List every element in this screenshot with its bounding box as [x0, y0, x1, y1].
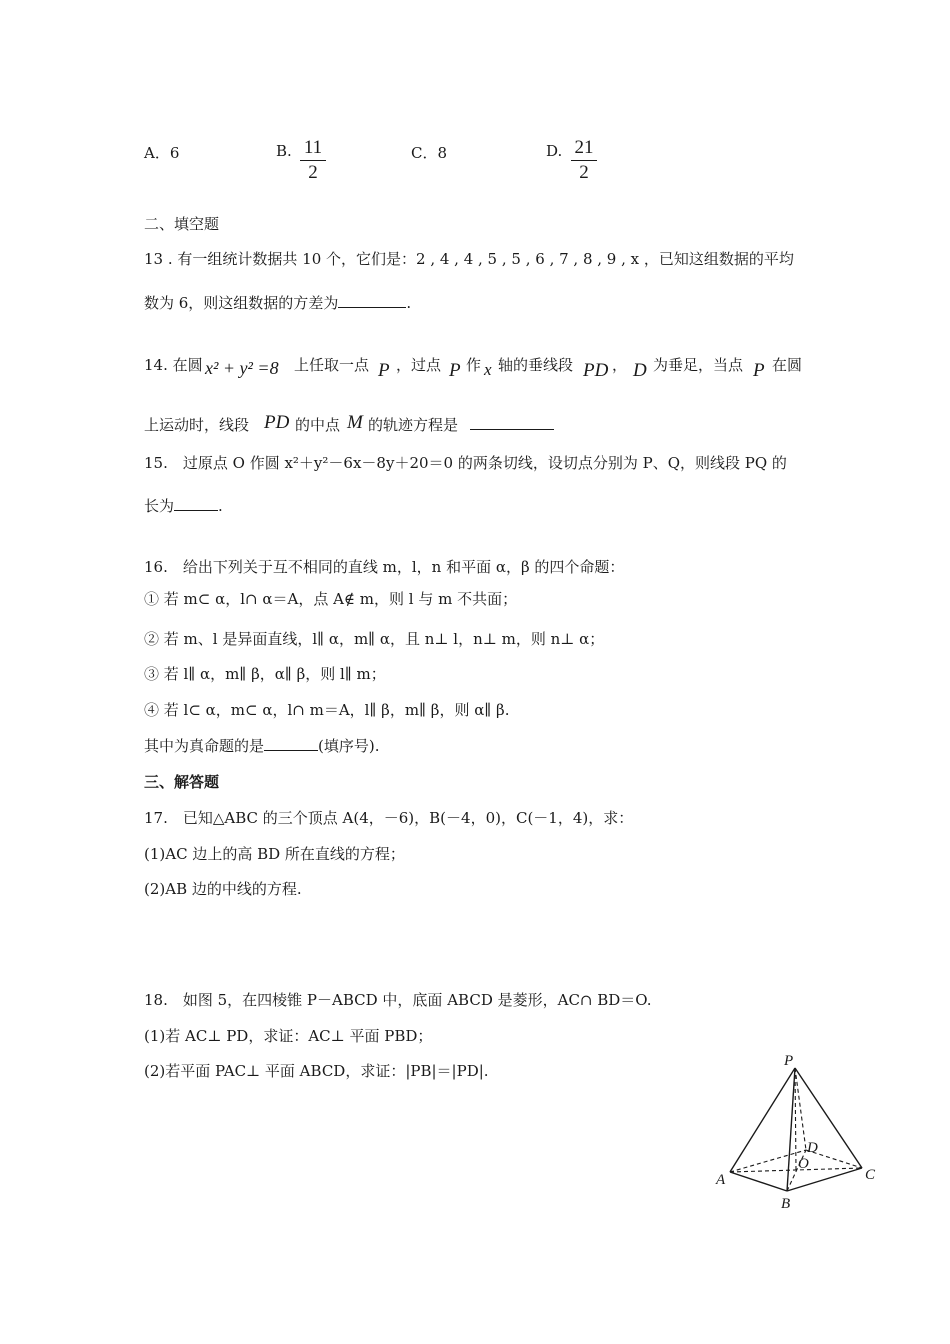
q16-statement-4: ④ 若 l⊂ α，m⊂ α，l∩ m＝A，l∥ β，m∥ β，则 α∥ β. [144, 701, 510, 719]
section-heading-solutions: 三、解答题 [144, 773, 220, 791]
q14-point-m: M [347, 412, 363, 433]
choice-d-denominator: 2 [579, 162, 589, 183]
choice-d-label: D. [546, 142, 563, 160]
q14-text-5: 轴的垂线段 [498, 356, 574, 374]
q14-text-4: 作 [466, 356, 482, 374]
q16-intro: 16. 给出下列关于互不相同的直线 m，l，n 和平面 α，β 的四个命题： [144, 558, 625, 576]
vertex-label-p: P [784, 1053, 794, 1069]
q16-statement-1: ① 若 m⊂ α，l∩ α＝A，点 A∉ m，则 l 与 m 不共面； [144, 590, 518, 608]
q14-line2-text-a: 上运动时，线段 [144, 416, 250, 434]
fraction-bar [300, 160, 326, 161]
q13-line1: 13 . 有一组统计数据共 10 个，它们是：2 , 4 , 4 , 5 , 5 , 6 , 7 , 8 , 9 , x ，已知这组数据的平均 [144, 250, 794, 268]
q14-point-d: D [633, 360, 647, 381]
q14-answer-blank [470, 415, 554, 430]
q15-line2 [144, 495, 223, 516]
q16-answer-blank [264, 736, 318, 751]
segment-po-hidden [795, 1068, 796, 1170]
q15-answer-blank [174, 496, 218, 511]
q13-line2 [144, 292, 411, 313]
q18-part-2: (2)若平面 PAC⊥ 平面 ABCD，求证：|PB|＝|PD|. [144, 1062, 489, 1080]
vertex-label-c: C [865, 1167, 876, 1183]
q16-statement-2: ② 若 m、l 是异面直线，l∥ α，m∥ α，且 n⊥ l，n⊥ m，则 n⊥ α； [144, 630, 605, 648]
edge-pd-hidden [795, 1068, 806, 1150]
center-label-o: O [798, 1156, 809, 1172]
q16-statement-3: ③ 若 l∥ α，m∥ β，α∥ β，则 l∥ m； [144, 665, 386, 683]
q14-text-2: 上任取一点 [294, 356, 370, 374]
q15-line2-text: 长为 [144, 497, 175, 515]
q13-end: . [406, 294, 412, 312]
q15-end: . [218, 497, 223, 515]
choice-d-fraction [569, 137, 599, 184]
vertex-label-b: B [781, 1196, 791, 1212]
q14-text-7: 为垂足，当点 [653, 356, 744, 374]
choice-b-label: B. [276, 142, 292, 160]
q16-question-end: (填序号). [318, 737, 380, 755]
pyramid-figure [700, 1048, 900, 1218]
section-heading-fill-in: 二、填空题 [144, 215, 220, 233]
q14-text-6: ， [612, 356, 628, 374]
q17-part-2: (2)AB 边的中线的方程. [144, 880, 302, 898]
q17-part-1: (1)AC 边上的高 BD 所在直线的方程； [144, 845, 405, 863]
q16-question-text: 其中为真命题的是 [144, 737, 265, 755]
fraction-bar [571, 160, 597, 161]
q14-line2-text-c: 的轨迹方程是 [368, 416, 459, 434]
q14-text-8: 在圆 [772, 356, 803, 374]
q16-question [144, 735, 380, 756]
q13-line2-text: 数为 6，则这组数据的方差为 [144, 294, 339, 312]
choice-c: C．8 [411, 144, 448, 162]
vertex-label-a: A [716, 1172, 726, 1188]
q14-point-p: P [753, 360, 765, 381]
q14-x-axis: x [484, 360, 492, 379]
q13-answer-blank [338, 293, 406, 308]
choice-d-numerator: 21 [574, 137, 594, 158]
q14-point-p: P [449, 360, 461, 381]
choice-b-fraction [298, 137, 328, 184]
q17-line1: 17. 已知△ABC 的三个顶点 A(4，－6)，B(－4，0)，C(－1，4)，求： [144, 809, 634, 827]
q14-segment-pd: PD [583, 360, 609, 381]
choice-b-numerator: 11 [303, 137, 323, 158]
q14-circle-equation: x² + y² =8 [205, 358, 279, 378]
q14-point-p: P [378, 360, 390, 381]
q18-part-1: (1)若 AC⊥ PD，求证：AC⊥ 平面 PBD； [144, 1027, 433, 1045]
choice-b-denominator: 2 [308, 162, 318, 183]
q14-number: 14. 在圆 [144, 356, 203, 374]
vertex-label-d: D [807, 1140, 818, 1156]
q14-text-3: ，过点 [396, 356, 442, 374]
choice-a: A．6 [144, 144, 180, 162]
q15-line1: 15. 过原点 O 作圆 x²＋y²－6x－8y＋20＝0 的两条切线，设切点分别为 P、Q，则线段 PQ 的 [144, 454, 787, 472]
edge-ab [730, 1172, 787, 1191]
edge-pb [787, 1068, 795, 1191]
q14-segment-pd: PD [264, 412, 290, 433]
q18-line1: 18. 如图 5，在四棱锥 P－ABCD 中，底面 ABCD 是菱形，AC∩ BD＝O. [144, 991, 652, 1009]
q14-line2-text-b: 的中点 [295, 416, 341, 434]
